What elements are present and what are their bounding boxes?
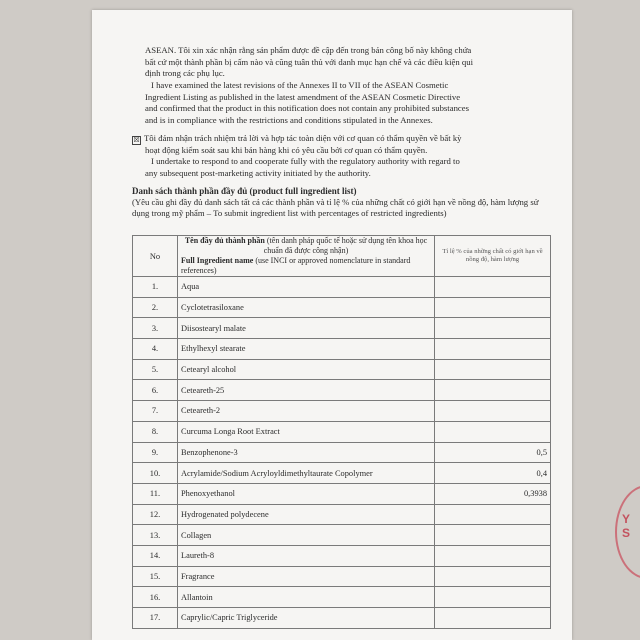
ingredient-name: Laureth-8: [178, 545, 435, 566]
row-number: 12.: [133, 504, 178, 525]
ingredient-name: Ceteareth-25: [178, 380, 435, 401]
undertaking-en-line: I undertake to respond to and cooperate fully with the regulatory authority with regard to: [151, 156, 460, 167]
table-row: [133, 463, 551, 484]
undertaking-declaration: [132, 133, 552, 179]
ingredient-name: Cetearyl alcohol: [178, 359, 435, 380]
ingredient-name: Benzophenone-3: [178, 442, 435, 463]
ingredient-name: Phenoxyethanol: [178, 483, 435, 504]
ingredient-percentage: [435, 401, 551, 422]
table-row: [133, 587, 551, 608]
ingredient-percentage: 0,4: [435, 463, 551, 484]
undertaking-vi-line: Tôi đảm nhận trách nhiệm trả lời và hợp tác toàn diện với cơ quan có thẩm quyền về bất kỳ: [144, 133, 462, 143]
ingredient-name: Cyclotetrasiloxane: [178, 297, 435, 318]
ingredient-name: Hydrogenated polydecene: [178, 504, 435, 525]
row-number: 7.: [133, 401, 178, 422]
ingredient-name: Caprylic/Capric Triglyceride: [178, 608, 435, 629]
table-row: [133, 608, 551, 629]
ingredient-percentage: [435, 525, 551, 546]
ingredient-name: Curcuma Longa Root Extract: [178, 421, 435, 442]
intro-vietnamese: [145, 45, 547, 80]
undertaking-vi-line: hoạt động kiểm soát sau khi bán hàng khi có yêu cầu bởi cơ quan có thẩm quyền.: [145, 144, 428, 155]
intro-vi-line: bất cứ một thành phần bị cấm nào và cũng tuân thủ với danh mục hạn chế và các điều kiện qui: [145, 56, 473, 67]
table-row: [133, 504, 551, 525]
ingredient-percentage: [435, 566, 551, 587]
intro-vi-line: định trong các phụ lục.: [145, 68, 225, 79]
table-row: [133, 297, 551, 318]
header-ingredient-name: [178, 236, 435, 277]
ingredient-name: Fragrance: [178, 566, 435, 587]
row-number: 17.: [133, 608, 178, 629]
header-name-en-bold: Full Ingredient name: [181, 256, 254, 265]
row-number: 13.: [133, 525, 178, 546]
intro-vi-line: ASEAN. Tôi xin xác nhận rằng sản phẩm được đề cập đến trong bản công bố này không chứa: [145, 45, 472, 55]
table-row: [133, 401, 551, 422]
ingredient-section-subtitle: (Yêu cầu ghi đầy đủ danh sách tất cả các thành phần và tỉ lệ % của những chất có giới hạn về nồng độ, hàm lượng sử dụng trong mỹ phẩm – To submit ingredient list with percentages of restricted ingredients): [132, 197, 539, 219]
ingredient-percentage: [435, 380, 551, 401]
intro-en-line: Ingredient Listing as published in the latest amendment of the ASEAN Cosmetic Directive: [145, 91, 461, 102]
table-row: [133, 277, 551, 298]
row-number: 10.: [133, 463, 178, 484]
ingredient-percentage: [435, 318, 551, 339]
ingredient-name: Ethylhexyl stearate: [178, 339, 435, 360]
table-row: [133, 442, 551, 463]
row-number: 11.: [133, 483, 178, 504]
table-row: [133, 318, 551, 339]
ingredient-percentage: [435, 608, 551, 629]
ingredient-percentage: [435, 339, 551, 360]
ingredient-percentage: [435, 421, 551, 442]
table-row: [133, 483, 551, 504]
row-number: 2.: [133, 297, 178, 318]
table-header-row: [133, 236, 551, 277]
table-row: [133, 525, 551, 546]
table-row: [133, 566, 551, 587]
ingredient-name: Collagen: [178, 525, 435, 546]
header-name-en-rest: (use INCI or approved nomenclature in standard references): [181, 256, 411, 275]
table-row: [133, 421, 551, 442]
table-row: [133, 380, 551, 401]
intro-en-line: and confirmed that the product in this notification does not contain any prohibited substances: [145, 103, 470, 114]
intro-en-line: and is in compliance with the restrictions and conditions stipulated in the Annexes.: [145, 114, 433, 125]
table-row: [133, 359, 551, 380]
ingredient-percentage: 0,5: [435, 442, 551, 463]
ingredient-name: Aqua: [178, 277, 435, 298]
row-number: 1.: [133, 277, 178, 298]
stamp-text: Y S: [622, 512, 633, 540]
table-row: [133, 339, 551, 360]
ingredient-percentage: [435, 297, 551, 318]
checked-checkbox-icon: ☒: [133, 136, 140, 144]
ingredient-percentage: 0,3938: [435, 483, 551, 504]
ingredient-name: Ceteareth-2: [178, 401, 435, 422]
ingredient-percentage: [435, 587, 551, 608]
document-page: [92, 10, 572, 640]
row-number: 14.: [133, 545, 178, 566]
ingredient-percentage: [435, 504, 551, 525]
header-no: No: [133, 236, 178, 277]
ingredient-section-title: Danh sách thành phần đầy đủ (product full ingredient list): [132, 186, 357, 196]
ingredient-name: Diisostearyl malate: [178, 318, 435, 339]
intro-english: [145, 80, 547, 126]
ingredient-name: Acrylamide/Sodium Acryloyldimethyltaurate Copolymer: [178, 463, 435, 484]
ingredient-percentage: [435, 545, 551, 566]
table-row: [133, 545, 551, 566]
row-number: 5.: [133, 359, 178, 380]
ingredient-name: Allantoin: [178, 587, 435, 608]
ingredient-table-body: [133, 277, 551, 629]
row-number: 9.: [133, 442, 178, 463]
ingredient-percentage: [435, 277, 551, 298]
intro-en-line: I have examined the latest revisions of the Annexes II to VII of the ASEAN Cosmetic: [151, 80, 449, 90]
header-name-vi-rest: (tên danh pháp quốc tế hoặc sử dụng tên khoa học chuẩn đã được công nhận): [263, 236, 428, 255]
undertaking-en-line: any subsequent post-marketing activity initiated by the authority.: [145, 167, 371, 178]
ingredient-table: [132, 235, 551, 629]
row-number: 15.: [133, 566, 178, 587]
header-name-vi-bold: Tên đầy đủ thành phần: [184, 236, 265, 245]
ingredient-percentage: [435, 359, 551, 380]
row-number: 3.: [133, 318, 178, 339]
row-number: 8.: [133, 421, 178, 442]
row-number: 16.: [133, 587, 178, 608]
row-number: 4.: [133, 339, 178, 360]
row-number: 6.: [133, 380, 178, 401]
header-percentage: Tỉ lệ % của những chất có giới hạn về nồng độ, hàm lượng: [435, 236, 551, 277]
